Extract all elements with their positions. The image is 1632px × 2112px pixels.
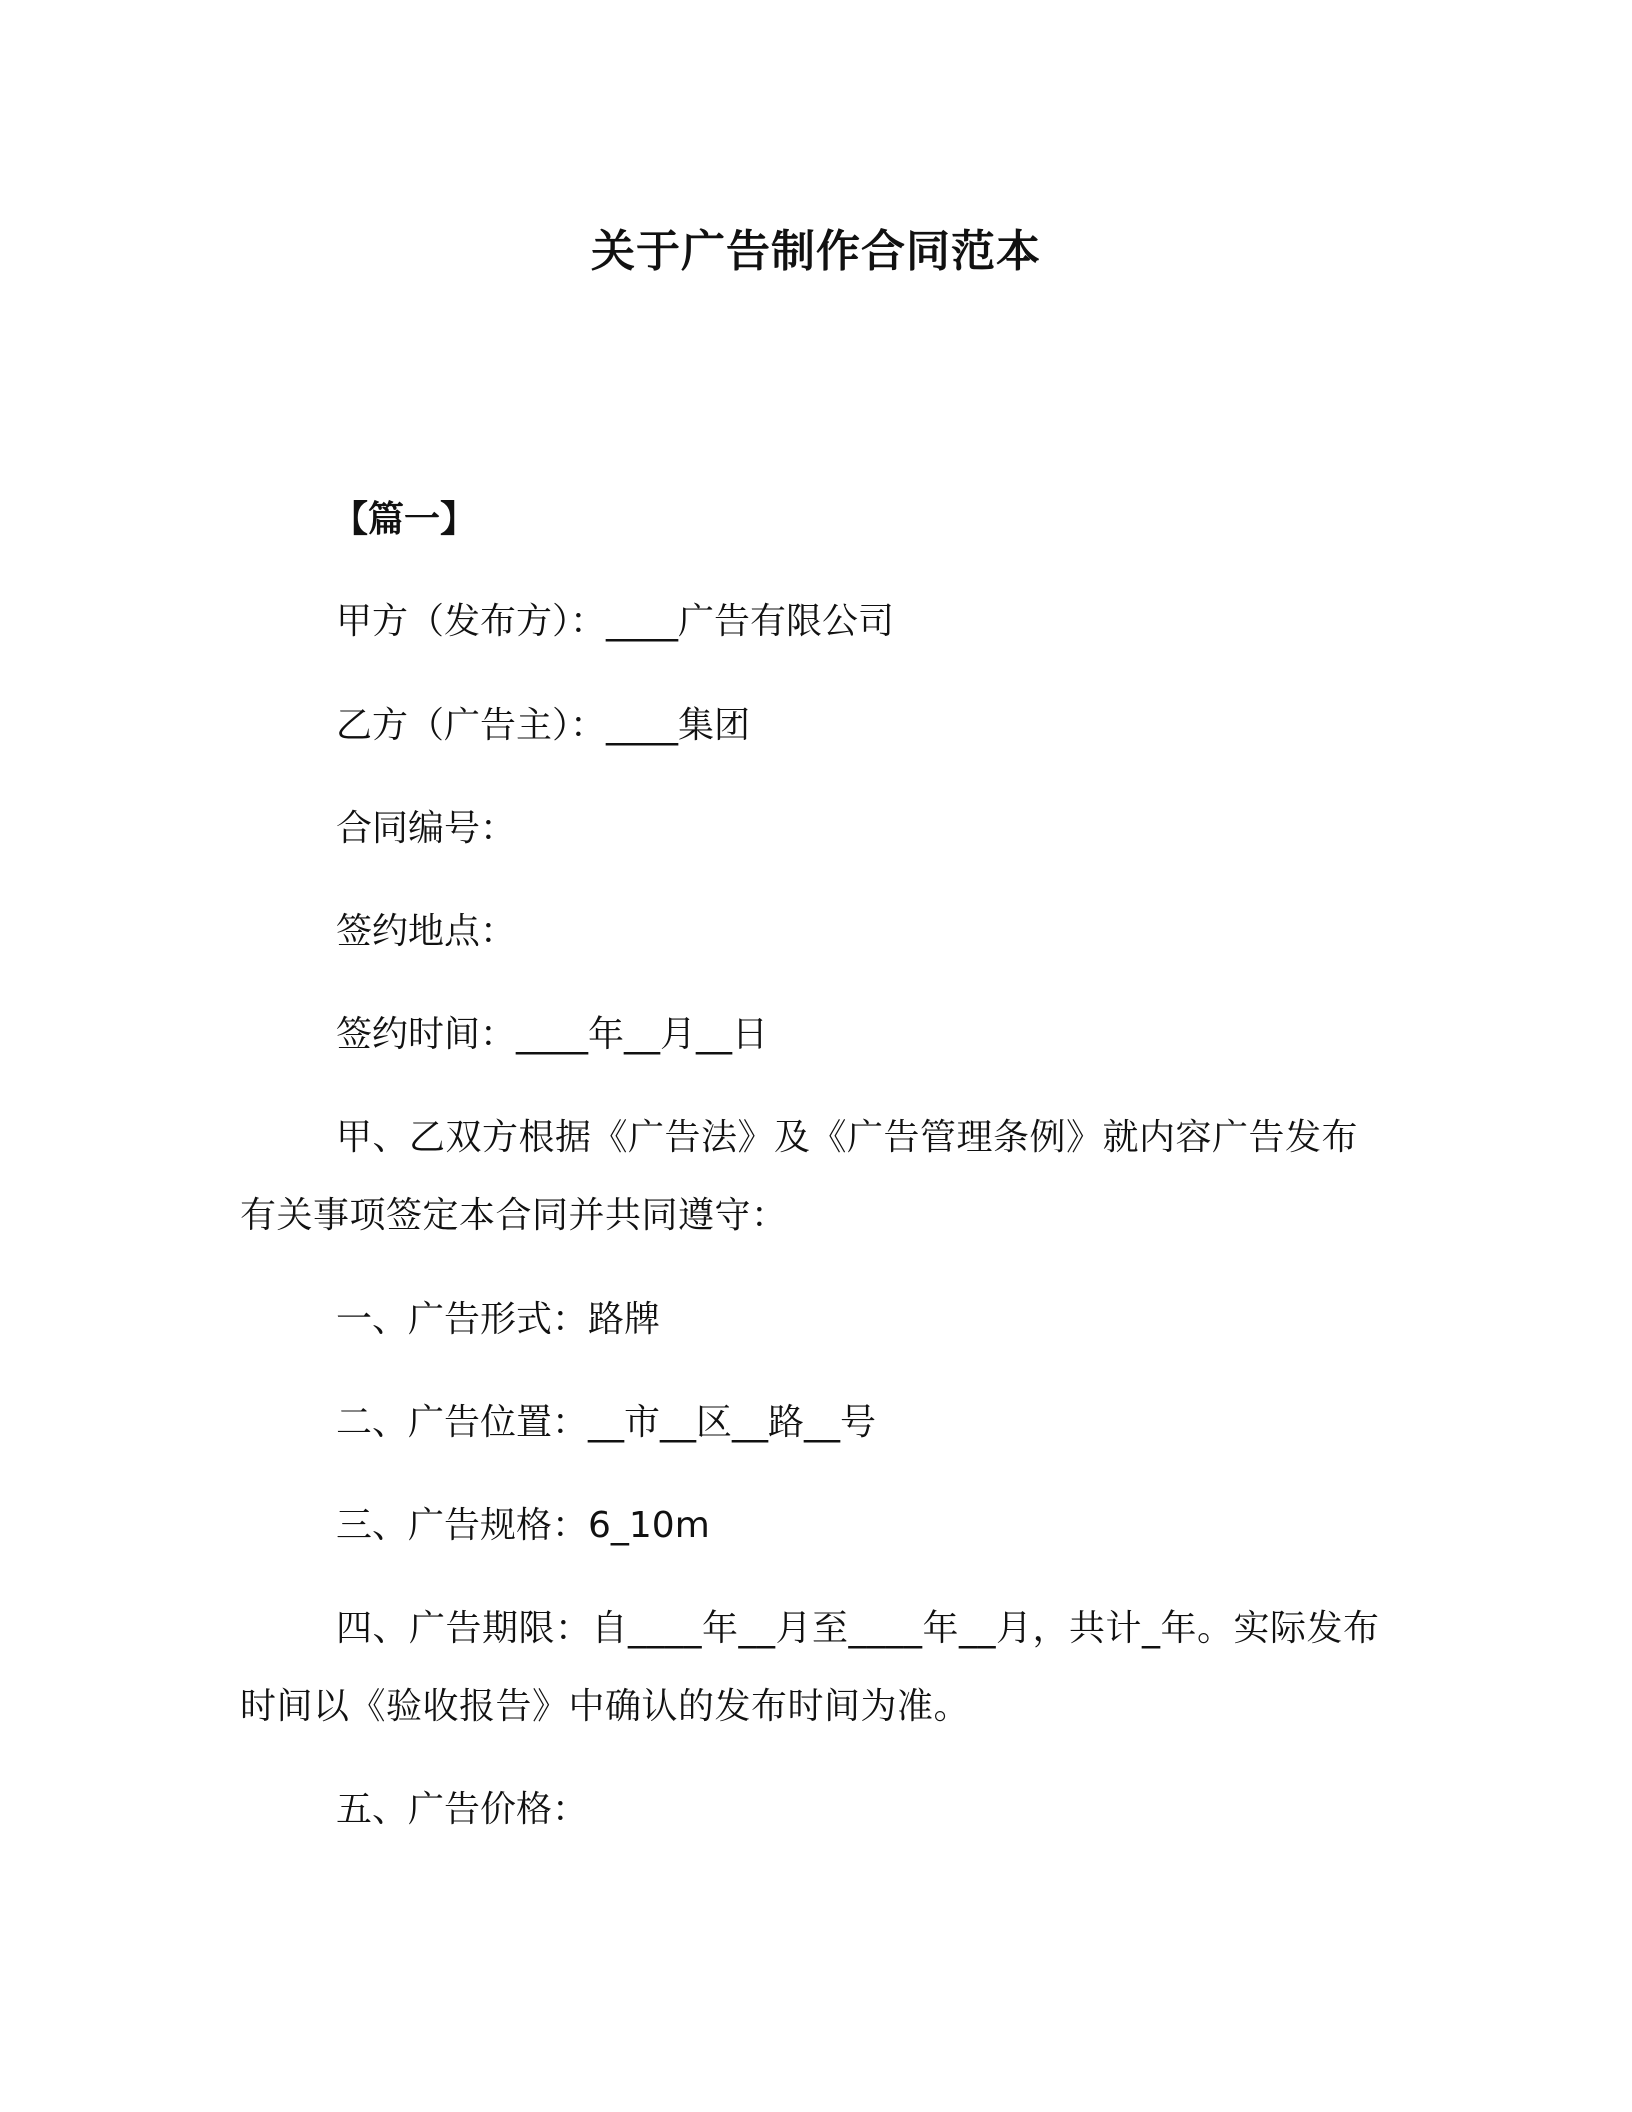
item-3-line: 三、广告规格：6_10m	[336, 1505, 710, 1546]
item-5-line: 五、广告价格：	[336, 1789, 589, 1830]
preamble-paragraph: 甲、乙双方根据《广告法》及《广告管理条例》就内容广告发布有关事项签定本合同并共同遵守：	[240, 1117, 1359, 1236]
party-b-line: 乙方（广告主）：____集团	[336, 705, 751, 746]
document-title: 关于广告制作合同范本	[591, 226, 1041, 277]
item-4-paragraph: 四、广告期限：自____年__月至____年__月，共计_年。实际发布时间以《验收报告》中确认的发布时间为准。	[240, 1608, 1380, 1727]
item-2-line: 二、广告位置：__市__区__路__号	[336, 1402, 877, 1443]
contract-number-line: 合同编号：	[336, 808, 517, 849]
party-a-line: 甲方（发布方）：____广告有限公司	[336, 601, 895, 642]
item-1-line: 一、广告形式：路牌	[336, 1299, 661, 1340]
sign-time-line: 签约时间：____年__月__日	[336, 1014, 769, 1055]
sign-place-line: 签约地点：	[336, 911, 517, 952]
section-heading: 【篇一】	[332, 499, 477, 540]
